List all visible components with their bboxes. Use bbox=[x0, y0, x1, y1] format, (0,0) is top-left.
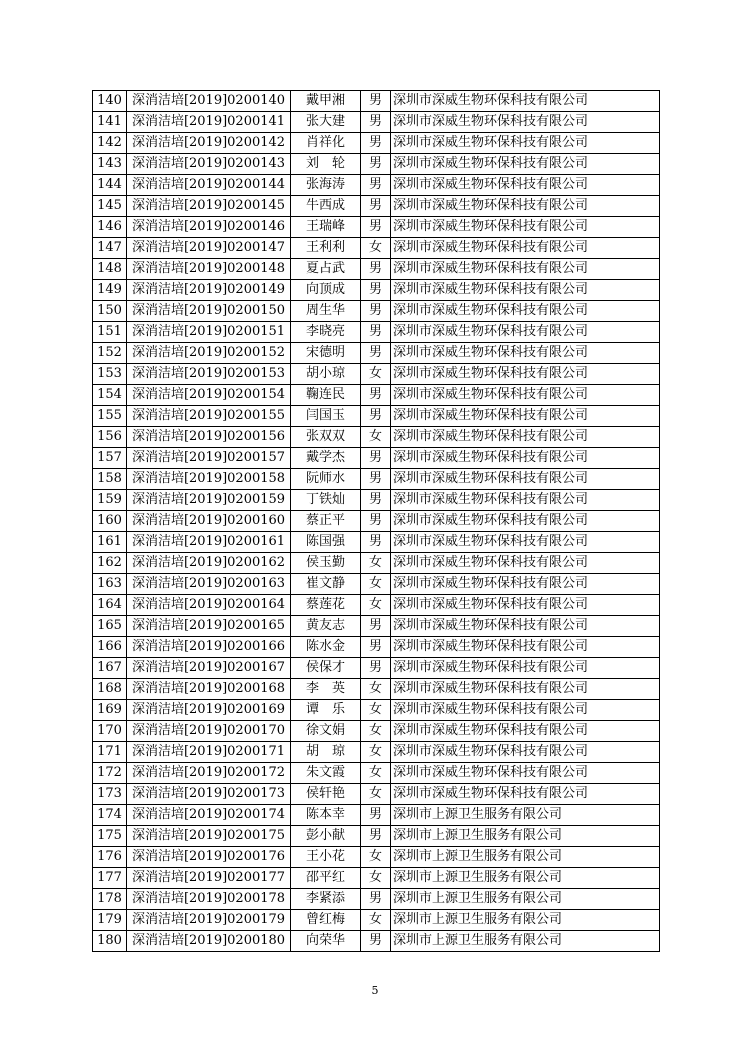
company-cell: 深圳市上源卫生服务有限公司 bbox=[391, 826, 660, 847]
company-cell: 深圳市深威生物环保科技有限公司 bbox=[391, 133, 660, 154]
row-number-cell: 154 bbox=[93, 385, 127, 406]
company-cell: 深圳市深威生物环保科技有限公司 bbox=[391, 448, 660, 469]
gender-cell: 男 bbox=[361, 931, 391, 952]
company-cell: 深圳市上源卫生服务有限公司 bbox=[391, 889, 660, 910]
person-name-cell: 戴学杰 bbox=[291, 448, 361, 469]
table-row bbox=[93, 637, 660, 658]
gender-cell: 男 bbox=[361, 616, 391, 637]
company-cell: 深圳市上源卫生服务有限公司 bbox=[391, 910, 660, 931]
table-row bbox=[93, 763, 660, 784]
gender-cell: 男 bbox=[361, 259, 391, 280]
gender-cell: 男 bbox=[361, 343, 391, 364]
table-row bbox=[93, 154, 660, 175]
person-name-cell: 徐文娟 bbox=[291, 721, 361, 742]
row-number-cell: 141 bbox=[93, 112, 127, 133]
row-number-cell: 156 bbox=[93, 427, 127, 448]
table-row bbox=[93, 448, 660, 469]
company-cell: 深圳市深威生物环保科技有限公司 bbox=[391, 406, 660, 427]
gender-cell: 女 bbox=[361, 784, 391, 805]
table-row bbox=[93, 322, 660, 343]
person-name-cell: 胡 琼 bbox=[291, 742, 361, 763]
row-number-cell: 158 bbox=[93, 469, 127, 490]
company-cell: 深圳市深威生物环保科技有限公司 bbox=[391, 343, 660, 364]
table-row bbox=[93, 217, 660, 238]
company-cell: 深圳市上源卫生服务有限公司 bbox=[391, 868, 660, 889]
gender-cell: 男 bbox=[361, 301, 391, 322]
table-row bbox=[93, 868, 660, 889]
person-name-cell: 刘 轮 bbox=[291, 154, 361, 175]
table-row bbox=[93, 343, 660, 364]
company-cell: 深圳市深威生物环保科技有限公司 bbox=[391, 784, 660, 805]
table-row bbox=[93, 910, 660, 931]
certificate-number-cell: 深消洁培[2019]0200153 bbox=[127, 364, 291, 385]
person-name-cell: 宋德明 bbox=[291, 343, 361, 364]
table-row bbox=[93, 553, 660, 574]
certificate-number-cell: 深消洁培[2019]0200171 bbox=[127, 742, 291, 763]
page-number: 5 bbox=[371, 984, 379, 997]
person-name-cell: 崔文静 bbox=[291, 574, 361, 595]
company-cell: 深圳市深威生物环保科技有限公司 bbox=[391, 322, 660, 343]
gender-cell: 男 bbox=[361, 448, 391, 469]
certificate-number-cell: 深消洁培[2019]0200155 bbox=[127, 406, 291, 427]
company-cell: 深圳市深威生物环保科技有限公司 bbox=[391, 175, 660, 196]
row-number-cell: 177 bbox=[93, 868, 127, 889]
table-row bbox=[93, 406, 660, 427]
person-name-cell: 张双双 bbox=[291, 427, 361, 448]
row-number-cell: 162 bbox=[93, 553, 127, 574]
person-name-cell: 彭小献 bbox=[291, 826, 361, 847]
certificate-number-cell: 深消洁培[2019]0200166 bbox=[127, 637, 291, 658]
person-name-cell: 李 英 bbox=[291, 679, 361, 700]
person-name-cell: 黄友志 bbox=[291, 616, 361, 637]
row-number-cell: 163 bbox=[93, 574, 127, 595]
table-row bbox=[93, 826, 660, 847]
person-name-cell: 胡小琼 bbox=[291, 364, 361, 385]
company-cell: 深圳市深威生物环保科技有限公司 bbox=[391, 280, 660, 301]
certificate-number-cell: 深消洁培[2019]0200148 bbox=[127, 259, 291, 280]
gender-cell: 男 bbox=[361, 826, 391, 847]
certificate-number-cell: 深消洁培[2019]0200165 bbox=[127, 616, 291, 637]
row-number-cell: 155 bbox=[93, 406, 127, 427]
certificate-number-cell: 深消洁培[2019]0200174 bbox=[127, 805, 291, 826]
roster-table bbox=[92, 90, 660, 952]
company-cell: 深圳市深威生物环保科技有限公司 bbox=[391, 574, 660, 595]
company-cell: 深圳市深威生物环保科技有限公司 bbox=[391, 616, 660, 637]
company-cell: 深圳市深威生物环保科技有限公司 bbox=[391, 238, 660, 259]
person-name-cell: 陈本幸 bbox=[291, 805, 361, 826]
person-name-cell: 李紧添 bbox=[291, 889, 361, 910]
person-name-cell: 侯轩艳 bbox=[291, 784, 361, 805]
table-row bbox=[93, 385, 660, 406]
certificate-number-cell: 深消洁培[2019]0200163 bbox=[127, 574, 291, 595]
gender-cell: 男 bbox=[361, 91, 391, 112]
person-name-cell: 蔡正平 bbox=[291, 511, 361, 532]
table-row bbox=[93, 301, 660, 322]
row-number-cell: 180 bbox=[93, 931, 127, 952]
gender-cell: 男 bbox=[361, 658, 391, 679]
person-name-cell: 曾红梅 bbox=[291, 910, 361, 931]
certificate-number-cell: 深消洁培[2019]0200149 bbox=[127, 280, 291, 301]
company-cell: 深圳市深威生物环保科技有限公司 bbox=[391, 637, 660, 658]
gender-cell: 男 bbox=[361, 490, 391, 511]
certificate-number-cell: 深消洁培[2019]0200145 bbox=[127, 196, 291, 217]
table-row bbox=[93, 784, 660, 805]
row-number-cell: 169 bbox=[93, 700, 127, 721]
company-cell: 深圳市上源卫生服务有限公司 bbox=[391, 805, 660, 826]
person-name-cell: 邵平红 bbox=[291, 868, 361, 889]
row-number-cell: 142 bbox=[93, 133, 127, 154]
table-row bbox=[93, 112, 660, 133]
company-cell: 深圳市深威生物环保科技有限公司 bbox=[391, 427, 660, 448]
gender-cell: 女 bbox=[361, 238, 391, 259]
row-number-cell: 178 bbox=[93, 889, 127, 910]
table-row bbox=[93, 889, 660, 910]
row-number-cell: 161 bbox=[93, 532, 127, 553]
certificate-number-cell: 深消洁培[2019]0200147 bbox=[127, 238, 291, 259]
gender-cell: 男 bbox=[361, 511, 391, 532]
gender-cell: 女 bbox=[361, 595, 391, 616]
row-number-cell: 168 bbox=[93, 679, 127, 700]
table-row bbox=[93, 427, 660, 448]
certificate-number-cell: 深消洁培[2019]0200162 bbox=[127, 553, 291, 574]
certificate-number-cell: 深消洁培[2019]0200160 bbox=[127, 511, 291, 532]
row-number-cell: 149 bbox=[93, 280, 127, 301]
company-cell: 深圳市深威生物环保科技有限公司 bbox=[391, 259, 660, 280]
company-cell: 深圳市深威生物环保科技有限公司 bbox=[391, 511, 660, 532]
company-cell: 深圳市深威生物环保科技有限公司 bbox=[391, 763, 660, 784]
company-cell: 深圳市上源卫生服务有限公司 bbox=[391, 931, 660, 952]
company-cell: 深圳市深威生物环保科技有限公司 bbox=[391, 490, 660, 511]
certificate-number-cell: 深消洁培[2019]0200151 bbox=[127, 322, 291, 343]
gender-cell: 男 bbox=[361, 889, 391, 910]
company-cell: 深圳市深威生物环保科技有限公司 bbox=[391, 721, 660, 742]
certificate-number-cell: 深消洁培[2019]0200175 bbox=[127, 826, 291, 847]
certificate-number-cell: 深消洁培[2019]0200154 bbox=[127, 385, 291, 406]
person-name-cell: 向顶成 bbox=[291, 280, 361, 301]
certificate-number-cell: 深消洁培[2019]0200177 bbox=[127, 868, 291, 889]
certificate-number-cell: 深消洁培[2019]0200146 bbox=[127, 217, 291, 238]
gender-cell: 女 bbox=[361, 427, 391, 448]
gender-cell: 女 bbox=[361, 679, 391, 700]
table-row bbox=[93, 91, 660, 112]
row-number-cell: 146 bbox=[93, 217, 127, 238]
row-number-cell: 157 bbox=[93, 448, 127, 469]
company-cell: 深圳市深威生物环保科技有限公司 bbox=[391, 385, 660, 406]
company-cell: 深圳市深威生物环保科技有限公司 bbox=[391, 196, 660, 217]
company-cell: 深圳市深威生物环保科技有限公司 bbox=[391, 595, 660, 616]
certificate-number-cell: 深消洁培[2019]0200164 bbox=[127, 595, 291, 616]
table-row bbox=[93, 931, 660, 952]
certificate-number-cell: 深消洁培[2019]0200167 bbox=[127, 658, 291, 679]
gender-cell: 男 bbox=[361, 217, 391, 238]
gender-cell: 女 bbox=[361, 868, 391, 889]
person-name-cell: 牛西成 bbox=[291, 196, 361, 217]
certificate-number-cell: 深消洁培[2019]0200140 bbox=[127, 91, 291, 112]
row-number-cell: 151 bbox=[93, 322, 127, 343]
certificate-number-cell: 深消洁培[2019]0200169 bbox=[127, 700, 291, 721]
person-name-cell: 王瑞峰 bbox=[291, 217, 361, 238]
company-cell: 深圳市上源卫生服务有限公司 bbox=[391, 847, 660, 868]
certificate-number-cell: 深消洁培[2019]0200179 bbox=[127, 910, 291, 931]
gender-cell: 男 bbox=[361, 196, 391, 217]
table-row bbox=[93, 595, 660, 616]
row-number-cell: 150 bbox=[93, 301, 127, 322]
company-cell: 深圳市深威生物环保科技有限公司 bbox=[391, 301, 660, 322]
certificate-number-cell: 深消洁培[2019]0200172 bbox=[127, 763, 291, 784]
row-number-cell: 145 bbox=[93, 196, 127, 217]
gender-cell: 男 bbox=[361, 154, 391, 175]
certificate-number-cell: 深消洁培[2019]0200150 bbox=[127, 301, 291, 322]
table-row bbox=[93, 616, 660, 637]
row-number-cell: 148 bbox=[93, 259, 127, 280]
certificate-number-cell: 深消洁培[2019]0200156 bbox=[127, 427, 291, 448]
person-name-cell: 谭 乐 bbox=[291, 700, 361, 721]
gender-cell: 男 bbox=[361, 133, 391, 154]
person-name-cell: 阮师水 bbox=[291, 469, 361, 490]
gender-cell: 男 bbox=[361, 805, 391, 826]
company-cell: 深圳市深威生物环保科技有限公司 bbox=[391, 469, 660, 490]
table-row bbox=[93, 658, 660, 679]
company-cell: 深圳市深威生物环保科技有限公司 bbox=[391, 700, 660, 721]
table-row bbox=[93, 532, 660, 553]
company-cell: 深圳市深威生物环保科技有限公司 bbox=[391, 364, 660, 385]
company-cell: 深圳市深威生物环保科技有限公司 bbox=[391, 112, 660, 133]
certificate-number-cell: 深消洁培[2019]0200158 bbox=[127, 469, 291, 490]
gender-cell: 女 bbox=[361, 763, 391, 784]
certificate-number-cell: 深消洁培[2019]0200161 bbox=[127, 532, 291, 553]
company-cell: 深圳市深威生物环保科技有限公司 bbox=[391, 553, 660, 574]
person-name-cell: 鞠连民 bbox=[291, 385, 361, 406]
row-number-cell: 160 bbox=[93, 511, 127, 532]
person-name-cell: 张海涛 bbox=[291, 175, 361, 196]
certificate-number-cell: 深消洁培[2019]0200152 bbox=[127, 343, 291, 364]
person-name-cell: 向荣华 bbox=[291, 931, 361, 952]
company-cell: 深圳市深威生物环保科技有限公司 bbox=[391, 742, 660, 763]
table-row bbox=[93, 280, 660, 301]
table-row bbox=[93, 805, 660, 826]
table-row bbox=[93, 469, 660, 490]
gender-cell: 男 bbox=[361, 637, 391, 658]
person-name-cell: 夏占武 bbox=[291, 259, 361, 280]
certificate-number-cell: 深消洁培[2019]0200180 bbox=[127, 931, 291, 952]
row-number-cell: 144 bbox=[93, 175, 127, 196]
certificate-number-cell: 深消洁培[2019]0200170 bbox=[127, 721, 291, 742]
table-row bbox=[93, 133, 660, 154]
table-row bbox=[93, 574, 660, 595]
person-name-cell: 朱文霞 bbox=[291, 763, 361, 784]
row-number-cell: 173 bbox=[93, 784, 127, 805]
gender-cell: 男 bbox=[361, 406, 391, 427]
certificate-number-cell: 深消洁培[2019]0200144 bbox=[127, 175, 291, 196]
table-row bbox=[93, 511, 660, 532]
company-cell: 深圳市深威生物环保科技有限公司 bbox=[391, 658, 660, 679]
row-number-cell: 152 bbox=[93, 343, 127, 364]
gender-cell: 男 bbox=[361, 280, 391, 301]
person-name-cell: 蔡莲花 bbox=[291, 595, 361, 616]
table-row bbox=[93, 259, 660, 280]
gender-cell: 男 bbox=[361, 385, 391, 406]
gender-cell: 男 bbox=[361, 112, 391, 133]
certificate-number-cell: 深消洁培[2019]0200143 bbox=[127, 154, 291, 175]
person-name-cell: 侯玉勤 bbox=[291, 553, 361, 574]
person-name-cell: 戴甲湘 bbox=[291, 91, 361, 112]
gender-cell: 女 bbox=[361, 847, 391, 868]
certificate-number-cell: 深消洁培[2019]0200159 bbox=[127, 490, 291, 511]
row-number-cell: 164 bbox=[93, 595, 127, 616]
row-number-cell: 172 bbox=[93, 763, 127, 784]
gender-cell: 男 bbox=[361, 532, 391, 553]
certificate-number-cell: 深消洁培[2019]0200142 bbox=[127, 133, 291, 154]
table-row bbox=[93, 238, 660, 259]
row-number-cell: 176 bbox=[93, 847, 127, 868]
table-row bbox=[93, 679, 660, 700]
table-row bbox=[93, 490, 660, 511]
person-name-cell: 闫国玉 bbox=[291, 406, 361, 427]
table-row bbox=[93, 364, 660, 385]
row-number-cell: 179 bbox=[93, 910, 127, 931]
table-row bbox=[93, 175, 660, 196]
table-row bbox=[93, 847, 660, 868]
gender-cell: 女 bbox=[361, 700, 391, 721]
row-number-cell: 165 bbox=[93, 616, 127, 637]
gender-cell: 女 bbox=[361, 364, 391, 385]
person-name-cell: 陈国强 bbox=[291, 532, 361, 553]
row-number-cell: 174 bbox=[93, 805, 127, 826]
person-name-cell: 侯保才 bbox=[291, 658, 361, 679]
gender-cell: 女 bbox=[361, 574, 391, 595]
person-name-cell: 李晓亮 bbox=[291, 322, 361, 343]
certificate-number-cell: 深消洁培[2019]0200157 bbox=[127, 448, 291, 469]
row-number-cell: 170 bbox=[93, 721, 127, 742]
company-cell: 深圳市深威生物环保科技有限公司 bbox=[391, 679, 660, 700]
roster-table-body bbox=[93, 91, 660, 952]
row-number-cell: 167 bbox=[93, 658, 127, 679]
person-name-cell: 周生华 bbox=[291, 301, 361, 322]
gender-cell: 女 bbox=[361, 721, 391, 742]
person-name-cell: 陈水金 bbox=[291, 637, 361, 658]
certificate-number-cell: 深消洁培[2019]0200141 bbox=[127, 112, 291, 133]
gender-cell: 女 bbox=[361, 910, 391, 931]
certificate-number-cell: 深消洁培[2019]0200178 bbox=[127, 889, 291, 910]
table-row bbox=[93, 742, 660, 763]
gender-cell: 女 bbox=[361, 742, 391, 763]
gender-cell: 男 bbox=[361, 322, 391, 343]
row-number-cell: 175 bbox=[93, 826, 127, 847]
gender-cell: 女 bbox=[361, 553, 391, 574]
person-name-cell: 张大建 bbox=[291, 112, 361, 133]
row-number-cell: 153 bbox=[93, 364, 127, 385]
person-name-cell: 肖祥化 bbox=[291, 133, 361, 154]
person-name-cell: 王小花 bbox=[291, 847, 361, 868]
table-row bbox=[93, 196, 660, 217]
row-number-cell: 147 bbox=[93, 238, 127, 259]
company-cell: 深圳市深威生物环保科技有限公司 bbox=[391, 91, 660, 112]
table-row bbox=[93, 721, 660, 742]
row-number-cell: 171 bbox=[93, 742, 127, 763]
certificate-number-cell: 深消洁培[2019]0200173 bbox=[127, 784, 291, 805]
certificate-number-cell: 深消洁培[2019]0200176 bbox=[127, 847, 291, 868]
company-cell: 深圳市深威生物环保科技有限公司 bbox=[391, 532, 660, 553]
gender-cell: 男 bbox=[361, 175, 391, 196]
row-number-cell: 140 bbox=[93, 91, 127, 112]
row-number-cell: 143 bbox=[93, 154, 127, 175]
row-number-cell: 159 bbox=[93, 490, 127, 511]
table-row bbox=[93, 700, 660, 721]
person-name-cell: 丁铁灿 bbox=[291, 490, 361, 511]
certificate-number-cell: 深消洁培[2019]0200168 bbox=[127, 679, 291, 700]
row-number-cell: 166 bbox=[93, 637, 127, 658]
company-cell: 深圳市深威生物环保科技有限公司 bbox=[391, 154, 660, 175]
gender-cell: 男 bbox=[361, 469, 391, 490]
person-name-cell: 王利利 bbox=[291, 238, 361, 259]
company-cell: 深圳市深威生物环保科技有限公司 bbox=[391, 217, 660, 238]
